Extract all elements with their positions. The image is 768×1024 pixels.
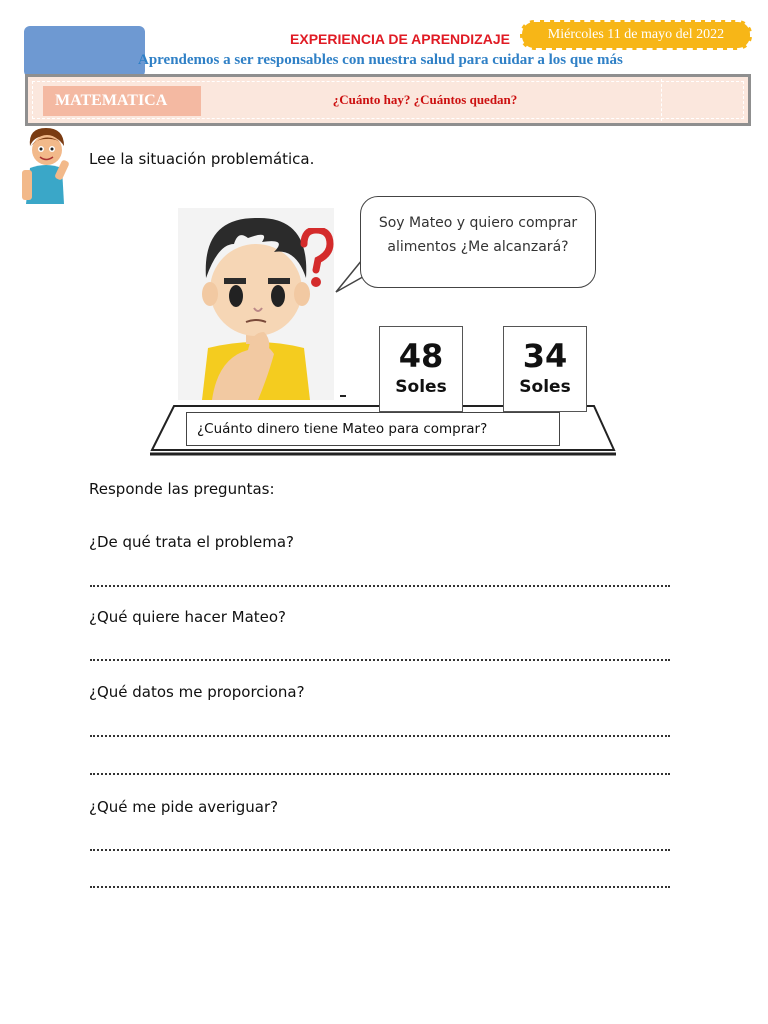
- header-bar-divider: [661, 79, 662, 121]
- answer-line[interactable]: [90, 585, 670, 587]
- question-mark-icon: [298, 228, 334, 290]
- question-2: ¿Qué quiere hacer Mateo?: [89, 608, 287, 626]
- speech-line-2: alimentos ¿Me alcanzará?: [387, 239, 569, 255]
- price-card-34: [503, 326, 587, 412]
- answer-line[interactable]: [90, 735, 670, 737]
- session-title: ¿Cuánto hay? ¿Cuántos quedan?: [332, 92, 518, 107]
- experience-subtitle: Aprendemos a ser responsables con nuestra salud para cuidar a los que más: [138, 52, 623, 68]
- price-card-48: [379, 326, 463, 412]
- student-mascot-icon: [18, 124, 74, 208]
- date-badge: Miércoles 11 de mayo del 2022: [520, 20, 752, 50]
- price-amount: 48: [398, 337, 444, 375]
- speech-bubble: [360, 196, 596, 288]
- question-3: ¿Qué datos me proporciona?: [89, 683, 305, 701]
- question-4: ¿Qué me pide averiguar?: [89, 798, 279, 816]
- speech-line-1: Soy Mateo y quiero comprar: [378, 215, 578, 231]
- question-1: ¿De qué trata el problema?: [89, 533, 294, 551]
- price-unit: Soles: [519, 377, 571, 397]
- price-amount: 34: [522, 337, 568, 375]
- questions-intro: Responde las preguntas:: [89, 480, 275, 498]
- price-unit: Soles: [395, 377, 447, 397]
- subject-tag: MATEMATICA: [43, 86, 201, 116]
- answer-line[interactable]: [90, 773, 670, 775]
- experience-title: EXPERIENCIA DE APRENDIZAJE: [290, 31, 510, 47]
- answer-line[interactable]: [90, 886, 670, 888]
- answer-line[interactable]: [90, 659, 670, 661]
- answer-line[interactable]: [90, 849, 670, 851]
- illustration-question: ¿Cuánto dinero tiene Mateo para comprar?: [186, 412, 560, 446]
- instruction-text: Lee la situación problemática.: [89, 150, 315, 168]
- header-blue-block: [24, 26, 145, 77]
